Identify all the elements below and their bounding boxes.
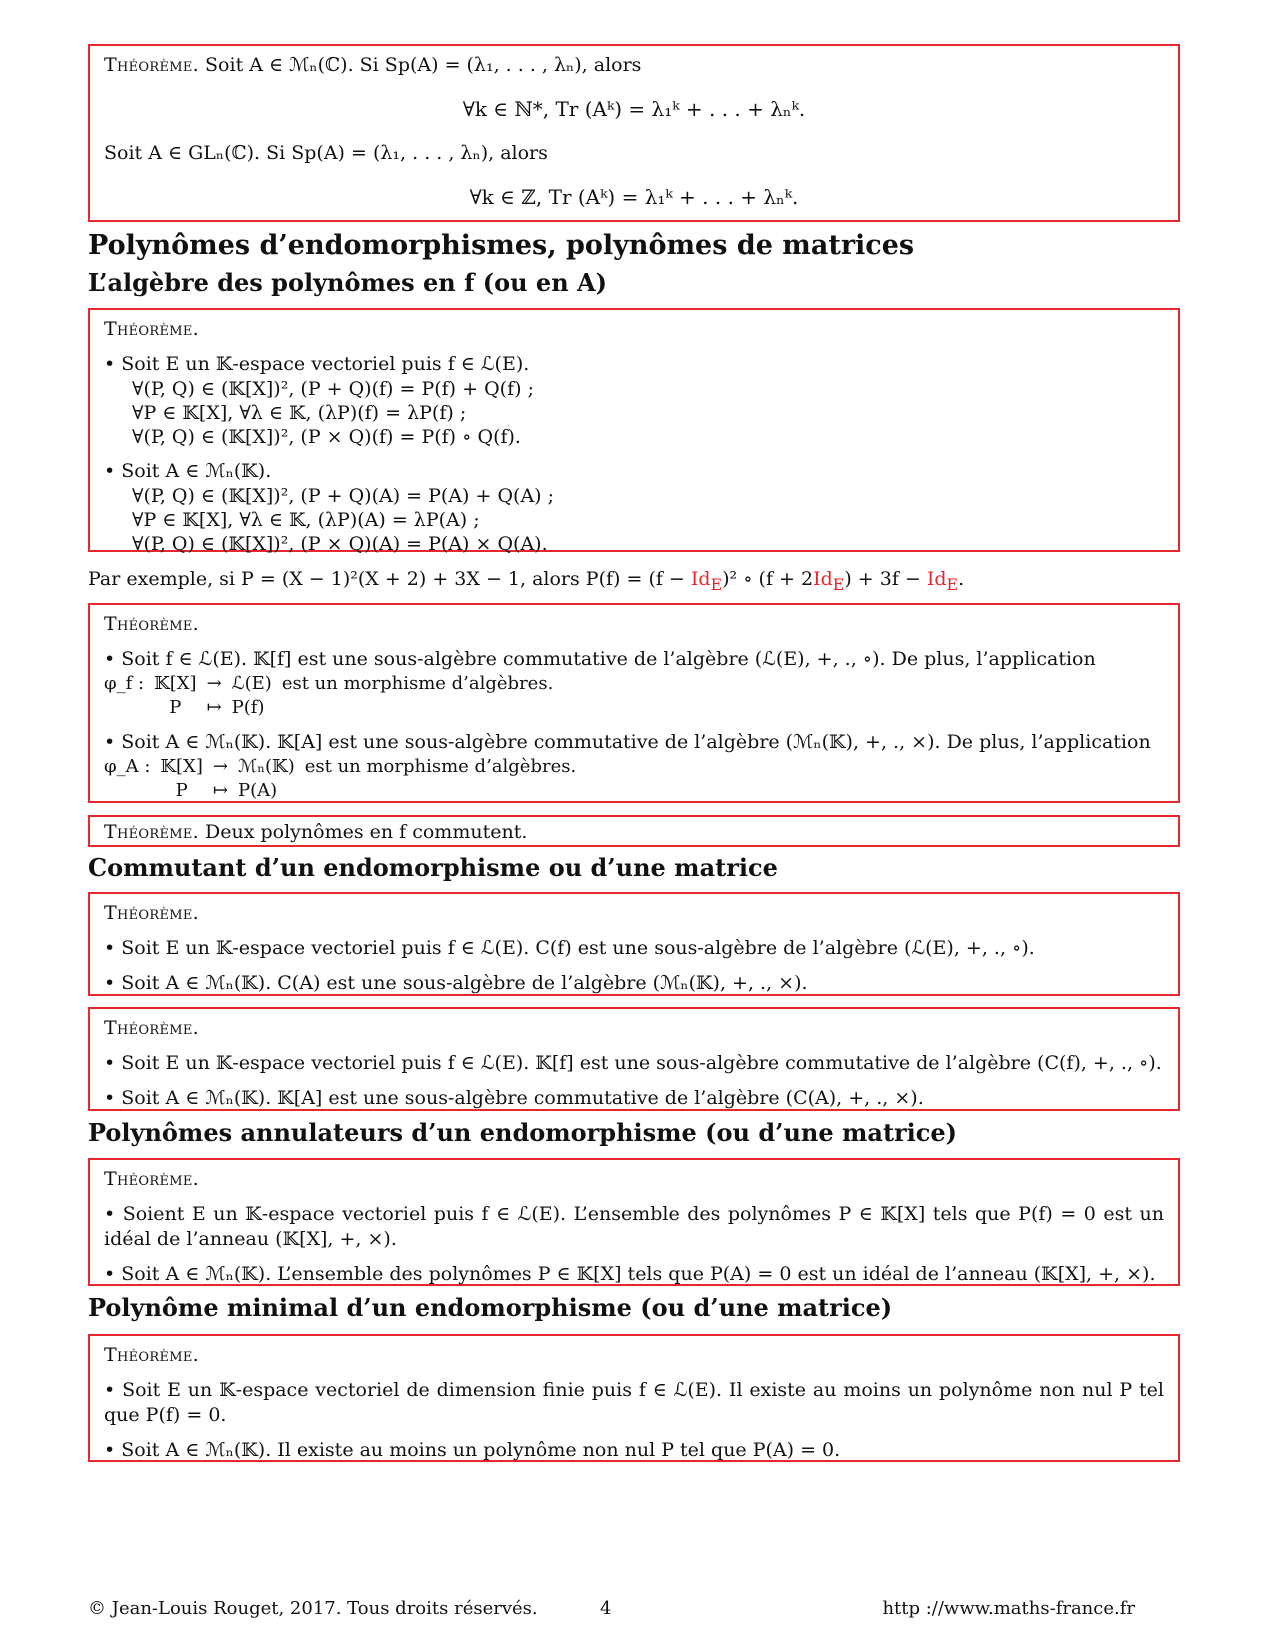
formula: ∀k ∈ ℕ*, Tr (Aᵏ) = λ₁ᵏ + . . . + λₙᵏ. — [462, 97, 806, 121]
theorem-label: Théorème. — [104, 1344, 199, 1366]
theorem-box-minimal — [88, 1334, 1180, 1462]
formula: ∀P ∈ 𝕂[X], ∀λ ∈ 𝕂, (λP)(A) = λP(A) ; — [132, 509, 480, 531]
theorem-box-commute — [88, 815, 1180, 847]
theorem-text: Soit A ∈ ℳₙ(ℂ). Si Sp(A) = (λ₁, . . . , λₙ), alors — [205, 54, 642, 76]
subsection-title: Polynôme minimal d’un endomorphisme (ou d’une matrice) — [88, 1293, 893, 1322]
example-text: Par exemple, si P = (X − 1)²(X + 2) + 3X − 1, alors P(f) = (f − — [88, 568, 691, 590]
theorem-label: Théorème. — [104, 318, 199, 340]
morphism-phi-f: φ_f : 𝕂[X] → ℒ(E) est un morphisme d’algèbres. P ↦ P(f) — [104, 673, 554, 718]
bullet-item: • Soit f ∈ ℒ(E). 𝕂[f] est une sous-algèbre commutative de l’algèbre (ℒ(E), +, ., ∘). De plus, l’application — [104, 648, 1096, 670]
bullet-item: • Soit A ∈ ℳₙ(𝕂). Il existe au moins un polynôme non nul P tel que P(A) = 0. — [104, 1439, 841, 1461]
theorem-label: Théorème. — [104, 821, 199, 843]
subsection-title: Polynômes annulateurs d’un endomorphisme (ou d’une matrice) — [88, 1118, 958, 1147]
theorem-label: Théorème. — [104, 902, 199, 924]
bullet-item: • Soit A ∈ ℳₙ(𝕂). L’ensemble des polynômes P ∈ 𝕂[X] tels que P(A) = 0 est un idéal de l’anneau (𝕂[X], +, ×). — [104, 1263, 1156, 1285]
bullet-item: • Soit E un 𝕂-espace vectoriel de dimension finie puis f ∈ ℒ(E). Il existe au moins un polynôme non nul P tel que P(f) = 0. — [104, 1379, 1164, 1426]
morphism-phi-a: φ_A : 𝕂[X] → ℳₙ(𝕂) est un morphisme d’algèbres. P ↦ P(A) — [104, 756, 577, 801]
bullet-item: • Soient E un 𝕂-espace vectoriel puis f ∈ ℒ(E). L’ensemble des polynômes P ∈ 𝕂[X] tels que P(f) = 0 est un idéal de l’anneau (𝕂[X], +, ×). — [104, 1203, 1164, 1250]
bullet-item: • Soit A ∈ ℳₙ(𝕂). C(A) est une sous-algèbre de l’algèbre (ℳₙ(𝕂), +, ., ×). — [104, 972, 808, 994]
theorem-box-commutant-subalgebra — [88, 1007, 1180, 1111]
bullet-item: • Soit A ∈ ℳₙ(𝕂). — [104, 460, 272, 482]
subsection-title: L’algèbre des polynômes en f (ou en A) — [88, 268, 607, 297]
theorem-text: Deux polynômes en f commutent. — [198, 821, 528, 843]
example-text: . — [958, 568, 965, 590]
identity-symbol: $Id_E$ — [813, 568, 845, 594]
footer-copyright: © Jean-Louis Rouget, 2017. Tous droits réservés. — [88, 1598, 538, 1619]
formula: ∀(P, Q) ∈ (𝕂[X])², (P × Q)(A) = P(A) × Q(A). — [132, 533, 548, 555]
footer-url-link[interactable]: http ://www.maths-france.fr — [882, 1598, 1135, 1619]
example-text: )² ∘ (f + 2 — [722, 568, 814, 590]
theorem-box-commutant — [88, 892, 1180, 996]
subsection-title: Commutant d’un endomorphisme ou d’une matrice — [88, 853, 778, 882]
theorem-label: Théorème. — [104, 54, 199, 76]
theorem-box-trace — [88, 44, 1180, 222]
theorem-label: Théorème. — [104, 1017, 199, 1039]
bullet-item: • Soit A ∈ ℳₙ(𝕂). 𝕂[A] est une sous-algèbre commutative de l’algèbre (ℳₙ(𝕂), +, ., ×). De plus, l’application — [104, 731, 1151, 753]
formula: ∀P ∈ 𝕂[X], ∀λ ∈ 𝕂, (λP)(f) = λP(f) ; — [132, 402, 467, 424]
section-title: Polynômes d’endomorphismes, polynômes de matrices — [88, 230, 915, 261]
identity-symbol: $Id_E$ — [926, 568, 959, 594]
formula: ∀(P, Q) ∈ (𝕂[X])², (P × Q)(f) = P(f) ∘ Q(f). — [132, 426, 521, 448]
formula: ∀k ∈ ℤ, Tr (Aᵏ) = λ₁ᵏ + . . . + λₙᵏ. — [469, 185, 799, 209]
theorem-text: Soit A ∈ GLₙ(ℂ). Si Sp(A) = (λ₁, . . . , λₙ), alors — [104, 142, 548, 164]
bullet-item: • Soit E un 𝕂-espace vectoriel puis f ∈ ℒ(E). C(f) est une sous-algèbre de l’algèbre (ℒ(E), +, ., ∘). — [104, 937, 1035, 959]
example-text: ) + 3f − — [844, 568, 927, 590]
theorem-box-subalgebra — [88, 603, 1180, 803]
footer-page-number: 4 — [600, 1598, 612, 1619]
identity-symbol: $Id_E$ — [690, 568, 723, 594]
bullet-item: • Soit E un 𝕂-espace vectoriel puis f ∈ ℒ(E). — [104, 353, 530, 375]
bullet-item: • Soit A ∈ ℳₙ(𝕂). 𝕂[A] est une sous-algèbre commutative de l’algèbre (C(A), +, ., ×). — [104, 1087, 924, 1109]
formula: ∀(P, Q) ∈ (𝕂[X])², (P + Q)(A) = P(A) + Q(A) ; — [132, 485, 555, 507]
theorem-box-annihilating — [88, 1158, 1180, 1286]
example-paragraph — [88, 566, 1188, 598]
theorem-box-operations — [88, 308, 1180, 555]
formula: ∀(P, Q) ∈ (𝕂[X])², (P + Q)(f) = P(f) + Q(f) ; — [132, 378, 534, 400]
theorem-label: Théorème. — [104, 1168, 199, 1190]
theorem-label: Théorème. — [104, 613, 199, 635]
bullet-item: • Soit E un 𝕂-espace vectoriel puis f ∈ ℒ(E). 𝕂[f] est une sous-algèbre commutative de l’algèbre (C(f), +, ., ∘). — [104, 1052, 1162, 1074]
